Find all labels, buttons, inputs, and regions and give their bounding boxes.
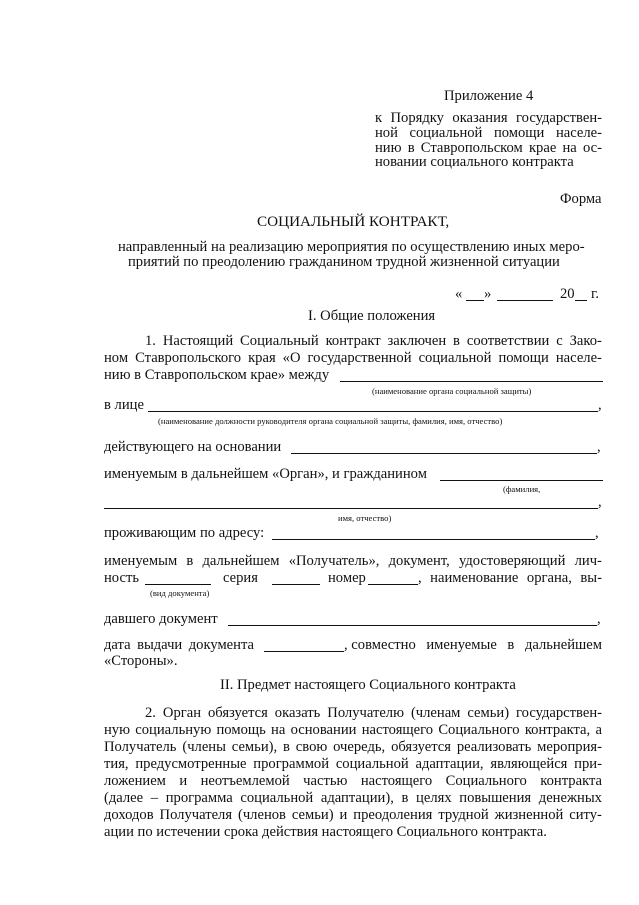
paragraph2-line: доходов Получателя (членов семьи) и преодоления трудной жизненной ситу- [104, 807, 602, 823]
paragraph2-line: Получатель (члены семьи), в свою очередь, обязуется реализовать мероприя- [104, 739, 602, 755]
paragraph2-line: 2. Орган обязуется оказать Получателю (членам семьи) государствен- [145, 705, 602, 721]
jointly-label: , совместно именуемые в дальнейшем [344, 637, 602, 653]
paragraph1-line: ном Ставропольского края «О государственной социальной помощи населе- [104, 350, 602, 366]
appendix-number: Приложение 4 [444, 88, 534, 104]
issue-date-label: дата выдачи документа [104, 637, 254, 653]
caption-position: (наименование должности руководителя органа социальной защиты, фамилия, имя, отчество) [158, 416, 503, 426]
issue-date-blank [264, 651, 344, 652]
issuing-authority-blank [228, 625, 597, 626]
paragraph2-line: ации по истечении срока действия настоящего Социального контракта. [104, 824, 547, 840]
issued-doc-label: давшего документ [104, 611, 218, 627]
paragraph1-line: 1. Настоящий Социальный контракт заключен в соответствии с Зако- [145, 333, 602, 349]
document-page: Приложение 4 к Порядку оказания государствен- ной социальной помощи населе- нию в Ставропольском крае на ос- новании социального контракта Форма СОЦИАЛЬНЫЙ КОНТРАКТ, направленный на реализацию мероприятия по осуществлению иных меро- приятий по преодолению гражданином трудной жизненной ситуации « » 20 г. I. Общие положения 1. Настоящий Социальный контракт заключен в соответствии с Зако- ном Ставропольского края «О государственной социальной помощи населе- нию в Ставропольском крае» между (наименование органа социальной защиты) в лице , (наименование должности руководителя органа социальной защиты, фамилия, имя, отчество) действующего на основании , именуемым в дальнейшем «Орган», и гражданином (фамилия, , имя, отчество) проживающим по адресу: , именуемым в дальнейшем «Получатель», документ, удостоверяющий лич- ность серия номер , наименование органа, вы- (вид документа) давшего документ , дата выдачи документа , совместно именуемые в дальнейшем «Стороны». II. Предмет настоящего Социального контракта 2. Орган обязуется оказать Получателю (членам семьи) государствен- ную социальную помощь на основании настоящего Социального контракта, а Получатель (члены семьи), в свою очередь, обязуется реализовать мероприя- тия, предусмотренные программой социальной адаптации, являющейся при- ложением и неотъемлемой частью настоящего Социального контракта (далее – программа социальной адаптации), в целях повышения денежных доходов Получателя (членов семьи) и преодоления трудной жизненной ситу- ации по истечении срока действия настоящего Социального контракта. [104, 88, 602, 840]
paragraph2-line: тия, предусмотренные программой социальной адаптации, являющейся при- [104, 756, 602, 772]
form-label: Форма [560, 191, 602, 207]
hereinafter-organ-label: именуемым в дальнейшем «Орган», и гражданином [104, 466, 427, 482]
organ-name-blank [340, 381, 603, 382]
citizen-name-blank [104, 508, 598, 509]
order-line: новании социального контракта [375, 154, 574, 170]
subtitle-line: направленный на реализацию мероприятия по осуществлению иных меро- [118, 239, 585, 255]
number-blank [368, 584, 418, 585]
paragraph2-line: (далее – программа социальной адаптации), в целях повышения денежных [104, 790, 602, 806]
series-blank [272, 584, 320, 585]
caption-name: имя, отчество) [338, 513, 392, 523]
recipient-line: именуемым в дальнейшем «Получатель», документ, удостоверяющий лич- [104, 553, 602, 569]
year-blank [575, 300, 587, 301]
paragraph1-line: нию в Ставропольском крае» между [104, 367, 330, 383]
section2-heading: II. Предмет настоящего Социального контракта [220, 677, 516, 693]
in-person-label: в лице [104, 397, 144, 413]
caption-doc-type: (вид документа) [150, 588, 210, 598]
document-title: СОЦИАЛЬНЫЙ КОНТРАКТ, [257, 213, 450, 230]
acting-basis-label: действующего на основании [104, 439, 282, 455]
representative-blank [148, 411, 598, 412]
parties-label: «Стороны». [104, 653, 178, 669]
month-blank [497, 300, 553, 301]
subtitle-line: приятий по преодолению гражданином трудной жизненной ситуации [128, 254, 560, 270]
citizen-surname-blank [440, 480, 603, 481]
caption-surname: (фамилия, [503, 484, 541, 494]
caption-organ: (наименование органа социальной защиты) [372, 386, 532, 396]
section1-heading: I. Общие положения [308, 308, 436, 324]
order-line: нию в Ставропольском крае на ос- [375, 140, 602, 156]
day-blank [466, 300, 484, 301]
basis-blank [291, 453, 597, 454]
paragraph2-line: ную социальную помощь на основании настоящего Социального контракта, а [104, 722, 602, 738]
residing-label: проживающим по адресу: [104, 525, 265, 541]
address-blank [272, 539, 595, 540]
order-line: ной социальной помощи населе- [375, 125, 602, 141]
doc-type-blank [145, 584, 211, 585]
paragraph2-line: ложением и неотъемлемой частью настоящего Социального контракта [104, 773, 602, 789]
order-line: к Порядку оказания государствен- [375, 110, 602, 126]
